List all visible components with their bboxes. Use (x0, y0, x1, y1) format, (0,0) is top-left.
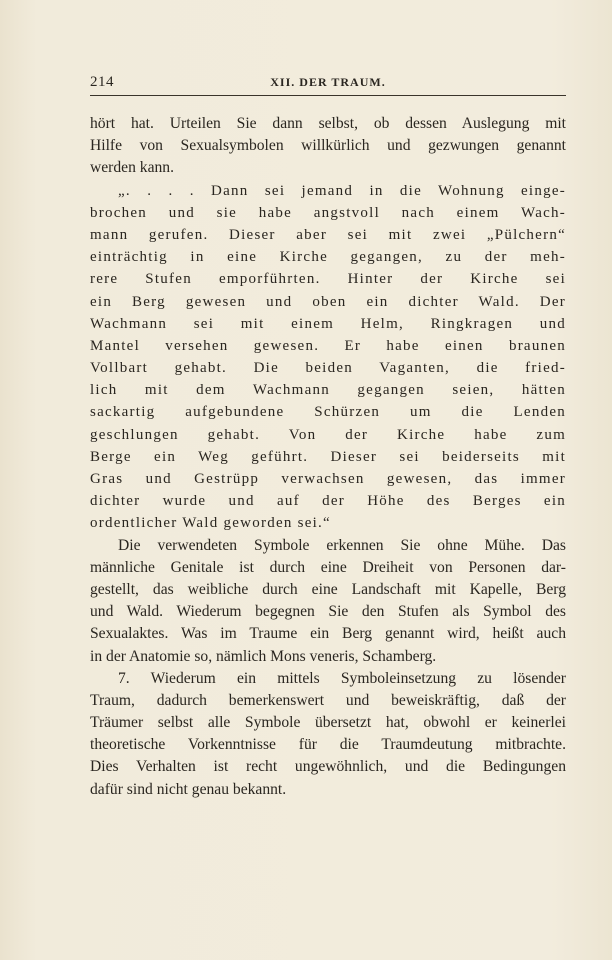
quote-line: „. . . . Dann sei jemand in die Wohnung einge- (118, 182, 566, 199)
quote-line: Vollbart gehabt. Die beiden Vaganten, die fried- (90, 360, 566, 377)
quote-line: ein Berg gewesen und oben ein dichter Wald. Der (90, 293, 566, 310)
quote-line: geschlungen gehabt. Von der Kirche habe zum (90, 426, 566, 443)
text-line: Dies Verhalten ist recht ungewöhnlich, und die Bedingungen (90, 758, 566, 776)
text-line: werden kann. (90, 159, 174, 177)
text-line: dafür sind nicht genau bekannt. (90, 780, 287, 798)
text-line: Hilfe von Sexualsymbolen willkürlich und gezwungen genannt (90, 137, 566, 155)
page-header (90, 72, 566, 94)
quote-line: sackartig aufgebundene Schürzen um die Lenden (90, 404, 566, 421)
text-line: männliche Genitale ist durch eine Dreiheit von Personen dar- (90, 558, 566, 576)
text-line: und Wald. Wiederum begegnen Sie den Stufen als Symbol des (90, 603, 566, 621)
quote-line: Wachmann sei mit einem Helm, Ringkragen und (90, 315, 566, 332)
quote-line: Mantel versehen gewesen. Er habe einen braunen (90, 337, 566, 354)
text-line: Die verwendeten Symbole erkennen Sie ohne Mühe. Das (118, 536, 566, 554)
quote-line: brochen und sie habe angstvoll nach einem Wach- (90, 204, 566, 221)
page-number: 214 (90, 74, 114, 90)
text-line: in der Anatomie so, nämlich Mons veneris, Schamberg. (90, 647, 437, 665)
text-line: Träumer selbst alle Symbole übersetzt hat, obwohl er keinerlei (90, 714, 566, 732)
header-rule (90, 95, 566, 96)
quote-line: rere Stufen emporführten. Hinter der Kirche sei (90, 271, 566, 288)
quote-line: einträchtig in eine Kirche gegangen, zu der meh- (90, 249, 566, 266)
quote-line: lich mit dem Wachmann gegangen seien, hätten (90, 382, 566, 399)
text-line: Traum, dadurch bemerkenswert und beweiskräftig, daß der (90, 691, 566, 709)
text-line: hört hat. Urteilen Sie dann selbst, ob dessen Auslegung mit (90, 115, 566, 132)
text-line: Sexualaktes. Was im Traume ein Berg genannt wird, heißt auch (90, 625, 566, 643)
quote-line: Berge ein Weg geführt. Dieser sei beiderseits mit (90, 448, 566, 465)
quote-line: mann gerufen. Dieser aber sei mit zwei „Pülchern“ (90, 226, 566, 243)
quote-line: dichter wurde und auf der Höhe des Berges ein (90, 493, 566, 510)
text-line: theoretische Vorkenntnisse für die Traumdeutung mitbrachte. (90, 736, 566, 754)
body-text (90, 113, 566, 801)
text-line: 7. Wiederum ein mittels Symboleinsetzung zu lösender (118, 669, 566, 687)
running-title: XII. DER TRAUM. (270, 75, 386, 89)
quote-line: Gras und Gestrüpp verwachsen gewesen, das immer (90, 471, 566, 487)
quote-line: ordentlicher Wald geworden sei.“ (90, 515, 331, 532)
text-line: gestellt, das weibliche durch eine Landschaft mit Kapelle, Berg (90, 580, 566, 598)
